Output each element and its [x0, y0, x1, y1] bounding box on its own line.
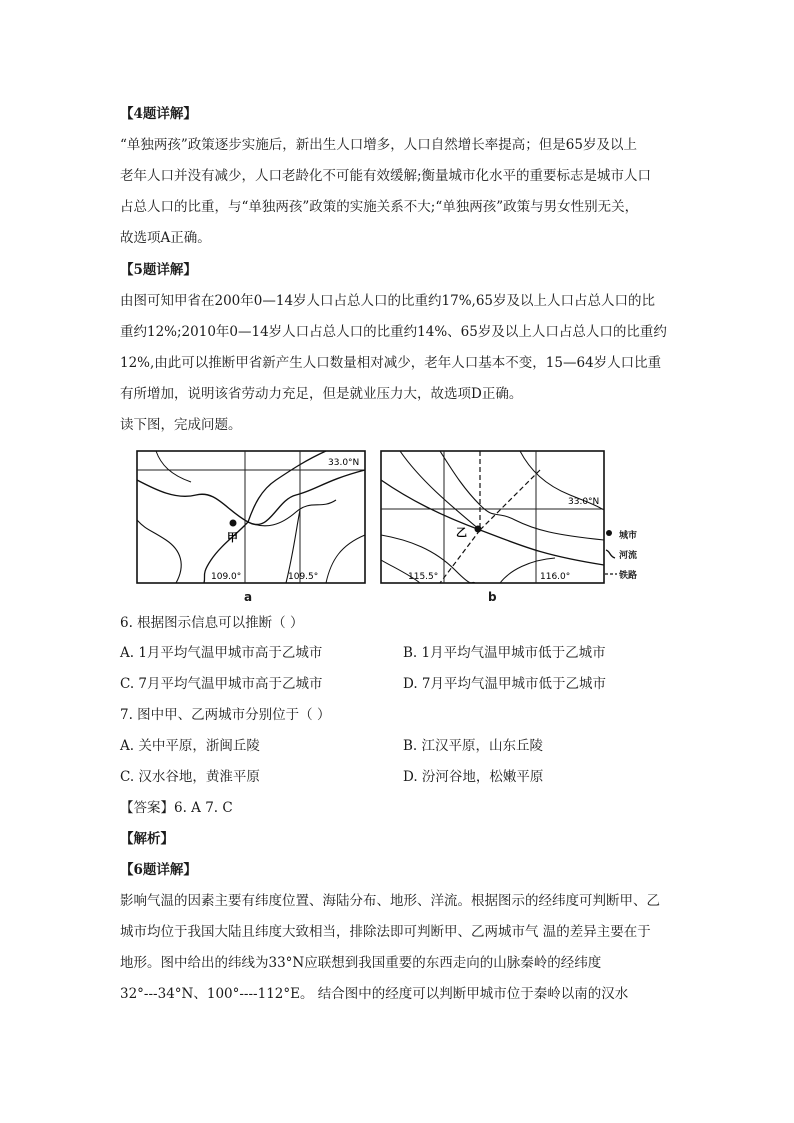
q5-detail-line: 12%,由此可以推断甲省新产生人口数量相对减少，老年人口基本不变，15—64岁人口比重 — [120, 355, 662, 371]
q5-detail-line: 重约12%;2010年0—14岁人口占总人口的比重约14%、65岁及以上人口占总人口的比重约 — [120, 324, 667, 340]
city-label-jia: 甲 — [227, 531, 238, 544]
answer-line: 【答案】6. A 7. C — [120, 800, 233, 816]
legend-item-river: 河流 — [605, 546, 645, 566]
map-a-lon-label-1: 109.5° — [288, 572, 319, 582]
q5-detail-line: 由图可知甲省在200年0—14岁人口占总人口的比重约17%,65岁及以上人口占总人口的比 — [120, 293, 656, 309]
q4-detail-line: 老年人口并没有减少，人口老龄化不可能有效缓解;衡量城市化水平的重要标志是城市人口 — [120, 168, 652, 184]
map-a — [136, 450, 366, 585]
q6-option-b: B. 1月平均气温甲城市低于乙城市 — [403, 645, 606, 661]
legend-item-railway: 铁路 — [605, 566, 645, 586]
map-a-caption: a — [244, 590, 253, 604]
q7-option-d: D. 汾河谷地，松嫩平原 — [403, 769, 544, 785]
map-a-lat-label: 33.0°N — [328, 458, 360, 468]
q6-detail-line: 32°---34°N、100°----112°E。 结合图中的经度可以判断甲城市位于秦岭以南的汉水 — [120, 986, 629, 1002]
q6-detail-line: 影响气温的因素主要有纬度位置、海陆分布、地形、洋流。根据图示的经纬度可判断甲、乙 — [120, 893, 660, 909]
city-label-yi: 乙 — [456, 526, 467, 539]
intro-text: 读下图，完成问题。 — [120, 417, 242, 433]
map-a-lon-label-0: 109.0° — [211, 572, 242, 582]
q6-option-a: A. 1月平均气温甲城市高于乙城市 — [120, 645, 323, 661]
q7-option-c: C. 汉水谷地，黄淮平原 — [120, 769, 260, 785]
q6-detail-heading: 【6题详解】 — [120, 862, 197, 878]
city-yi-icon — [475, 526, 482, 533]
q4-detail-line: 占总人口的比重，与“单独两孩”政策的实施关系不大;“单独两孩”政策与男女性别无关， — [120, 199, 639, 215]
map-b-lon-label-1: 116.0° — [540, 572, 571, 582]
map-figure — [120, 446, 640, 611]
analysis-heading: 【解析】 — [120, 831, 174, 847]
q5-detail-heading: 【5题详解】 — [120, 262, 197, 278]
q7-option-a: A. 关中平原，浙闽丘陵 — [120, 738, 260, 754]
map-b-caption: b — [488, 590, 497, 604]
q4-detail-line: 故选项A正确。 — [120, 230, 211, 246]
q7-stem: 7. 图中甲、乙两城市分别位于（ ） — [120, 707, 331, 723]
q6-detail-line: 城市均位于我国大陆且纬度大致相当，排除法即可判断甲、乙两城市气 温的差异主要在于 — [120, 924, 651, 940]
q6-option-d: D. 7月平均气温甲城市低于乙城市 — [403, 676, 607, 692]
q6-detail-line: 地形。图中给出的纬线为33°N应联想到我国重要的东西走向的山脉秦岭的经纬度 — [120, 955, 602, 971]
map-b-lon-label-0: 115.5° — [408, 572, 439, 582]
city-jia-icon — [230, 520, 237, 527]
map-b-lat-label: 33.0°N — [568, 497, 600, 507]
map-b — [380, 450, 605, 585]
q7-option-b: B. 江汉平原，山东丘陵 — [403, 738, 544, 754]
city-dot-icon — [605, 529, 615, 539]
q5-detail-line: 有所增加，说明该省劳动力充足，但是就业压力大，故选项D正确。 — [120, 386, 523, 402]
railway-dash-icon — [605, 568, 617, 580]
q6-stem: 6. 根据图示信息可以推断（ ） — [120, 615, 304, 631]
river-line-icon — [605, 548, 617, 560]
q4-detail-heading: 【4题详解】 — [120, 106, 197, 122]
q6-option-c: C. 7月平均气温甲城市高于乙城市 — [120, 676, 323, 692]
legend — [605, 526, 645, 586]
legend-item-city: 城市 — [605, 526, 645, 546]
q4-detail-line: “单独两孩”政策逐步实施后，新出生人口增多，人口自然增长率提高；但是65岁及以上 — [120, 137, 637, 153]
